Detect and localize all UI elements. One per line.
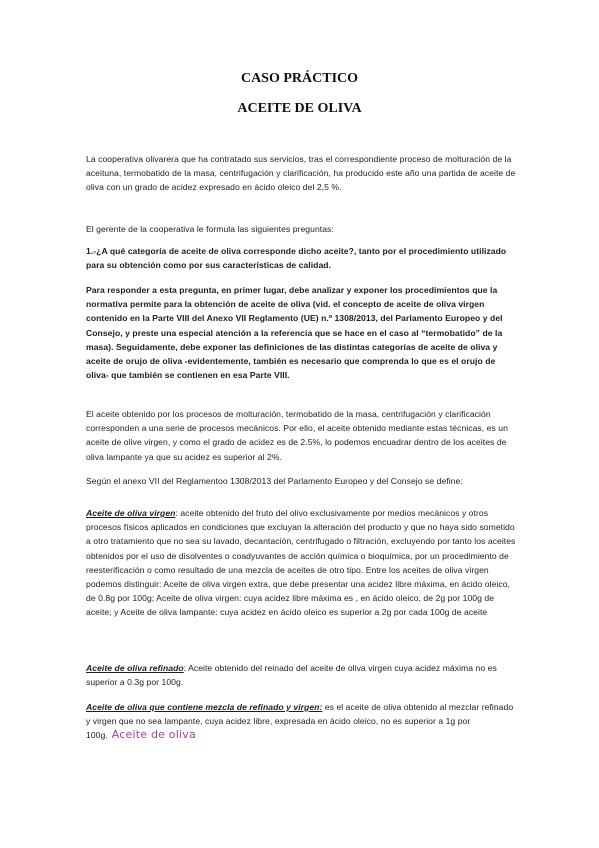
annex-intro-paragraph: Según el anexo VII del Reglamentoo 1308/2013 del Parlamento Europeo y del Consejo se define: bbox=[86, 476, 463, 486]
definition-text: : Aceite obtenido del reinado del aceite de oliva virgen cuya acidez máxima no es superior a 0.3g por 100g. bbox=[86, 663, 497, 688]
definition-refinado bbox=[86, 661, 518, 689]
definition-term: Aceite de oliva refinado bbox=[86, 663, 184, 673]
definition-term: Aceite de oliva que contiene mezcla de refinado y virgen: bbox=[86, 702, 323, 712]
title-line-1: CASO PRÁCTICO bbox=[240, 71, 359, 86]
handwritten-annotation: Aceite de oliva bbox=[111, 728, 196, 742]
definition-virgen bbox=[86, 506, 518, 620]
definition-term: Aceite de oliva virgen bbox=[86, 508, 176, 518]
question-1: 1.-¿A qué categoría de aceite de oliva corresponde dicho aceite?, tanto por el procedimiento utilizado para su obtención como por sus características de calidad. bbox=[86, 246, 507, 271]
definition-text: es el aceite de oliva obtenido al mezclar refinado y virgen que no sea lampante, cuya acidez libre, expresada en ácido oleico, no es superior a 1g por 100g. bbox=[86, 702, 514, 741]
intro-paragraph: La cooperativa olivarera que ha contratado sus servicios, tras el correspondiente proceso de molturación de la aceituna, termobatido de la masa, centrifugación y clarificación, ha producido este año una partida de aceite de oliva con un grado de acidez expresado en ácido oleico del 2,5 %. bbox=[86, 154, 516, 193]
instructions-paragraph: Para responder a esta pregunta, en primer lugar, debe analizar y exponer los procedimientos que la normativa permite para la obtención de aceite de oliva (vid. el concepto de aceite de oliva virgen contenido en la Parte VIII del Anexo VII Reglamento (UE) n.º 1308/2013, del Parlamento Europeo y del Consejo, y preste una especial atención a la referencia que se hace en el caso al “termobatido” de la masa). Seguidamente, debe exponer las definiciones de las distintas categorías de aceite de oliva y aceite de orujo de oliva -evidentemente, también es necesario que comprenda lo que es el orujo de oliva- que también se contienen en esa Parte VIII. bbox=[86, 285, 503, 381]
gerente-paragraph: El gerente de la cooperativa le formula las siguientes preguntas: bbox=[86, 224, 334, 234]
title-line-2: ACEITE DE OLIVA bbox=[237, 101, 362, 116]
definition-mezcla bbox=[86, 700, 518, 743]
answer-paragraph: El aceite obtenido por los procesos de molturación, termobatido de la masa, centrifugación y clarificación corresponden a una serie de procesos mecánicos. Por ello, el aceite obtenido mediante estas técnicas, es un aceite de olive virgen, y como el grado de acidez es de 2.5%, lo podemos encuadrar dentro de los aceites de oliva lampante ya que su acidez es superior al 2%. bbox=[86, 409, 508, 462]
definition-text: : aceite obtenido del fruto del olivo exclusivamente por medios mecánicos y otros procesos físicos aplicados en condiciones que excluyan la alteración del producto y que no haya sido sometido a otro tratamiento que no sea su lavado, decantación, centrifugado o filtración, excluyendo por tanto los aceites obtenidos por el uso de disolventes o coadyuvantes de acción química o bioquímica, por un procedimiento de reesterificación o como resultado de una mezcla de aceites de otro tipo. Entre los aceites de oliva virgen podemos distinguir: Aceite de oliva virgen extra, que debe presentar una acidez libre máxima, en ácido oleico, de 0.8g por 100g; Aceite de oliva virgen: cuya acidez libre máxima es , en ácido oleico, de 2g por 100g de aceite; y Aceite de oliva lampante: cuya acidez en ácido oleico es superior a 2g por cada 100g de aceite bbox=[86, 508, 516, 618]
